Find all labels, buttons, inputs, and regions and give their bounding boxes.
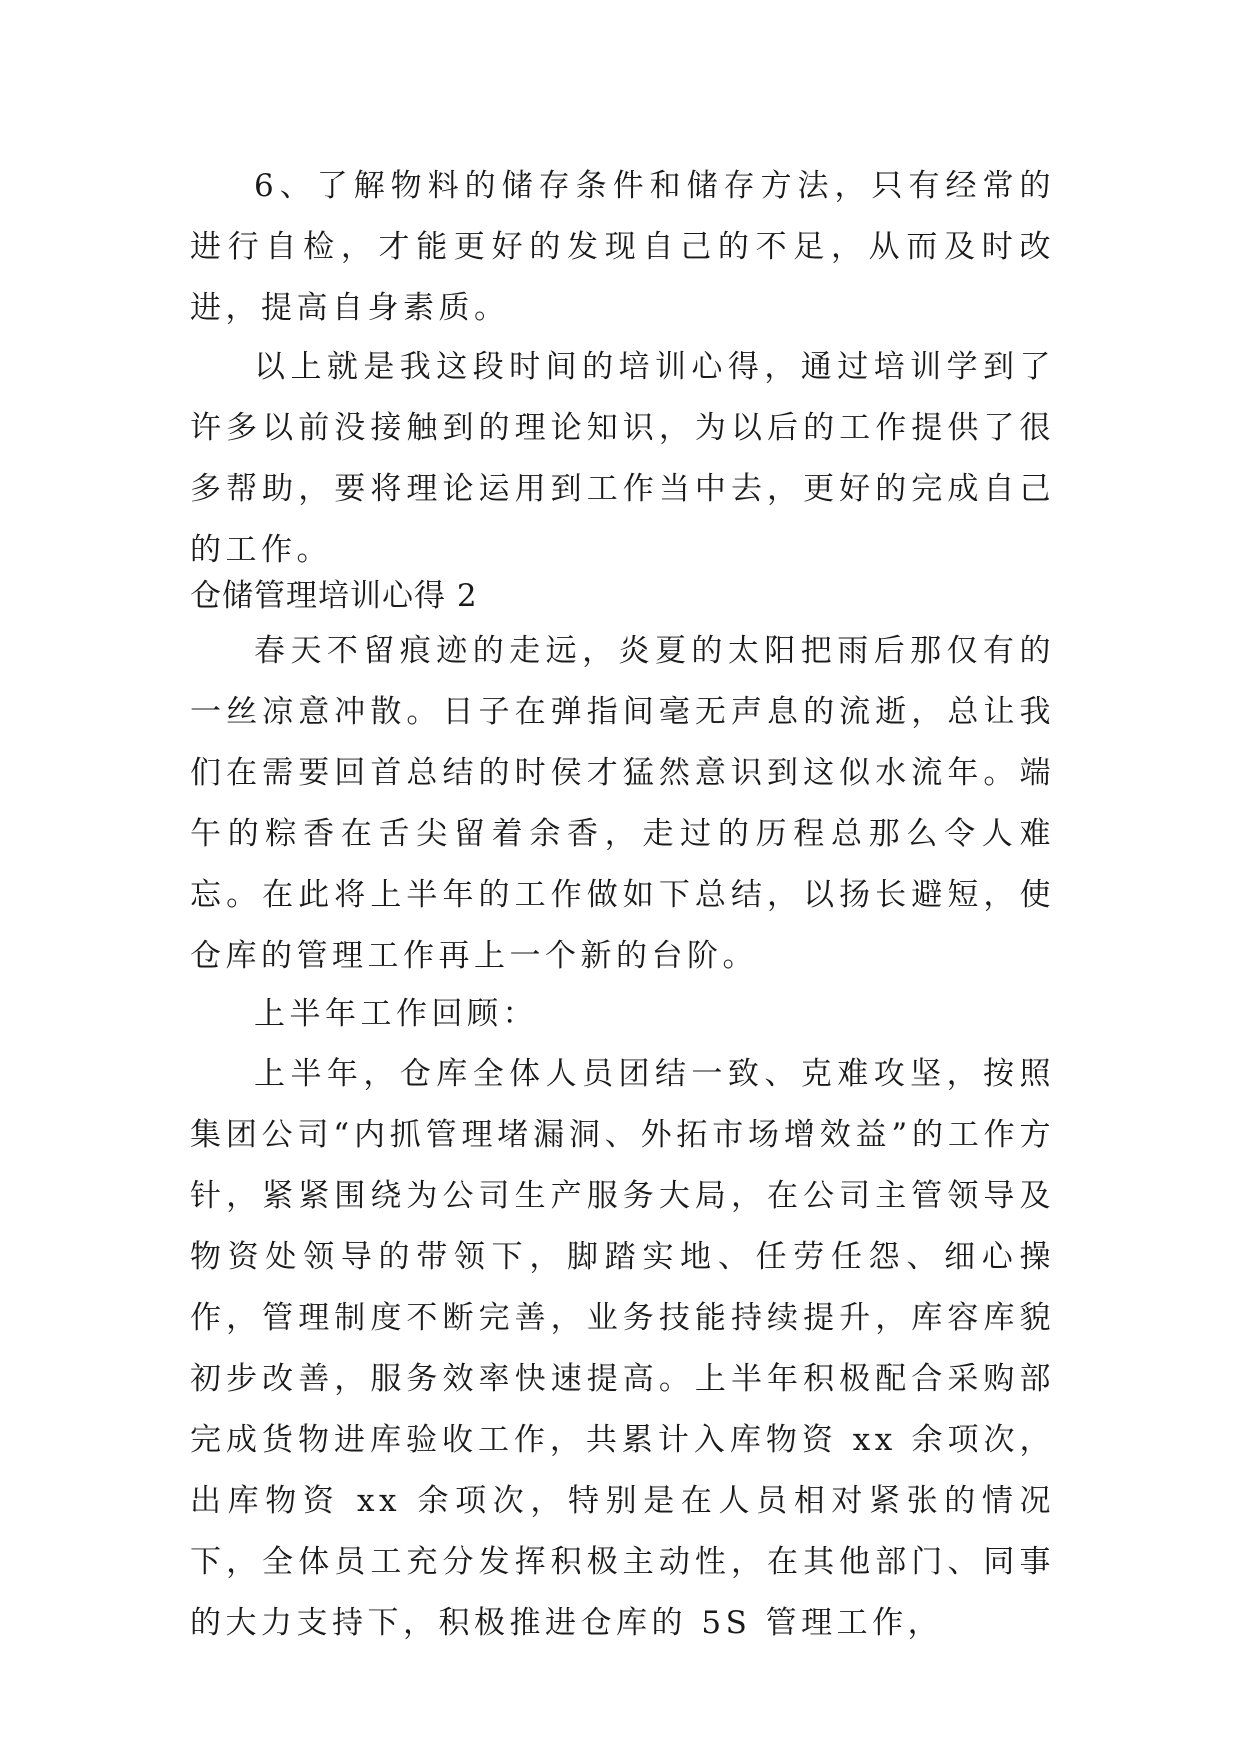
paragraph-training-summary: 以上就是我这段时间的培训心得，通过培训学到了许多以前没接触到的理论知识，为以后的工作提供了很多帮助，要将理论运用到工作当中去，更好的完成自己的工作。: [190, 349, 1055, 568]
paragraph-review-body: 上半年，仓库全体人员团结一致、克难攻坚，按照集团公司“内抓管理堵漏洞、外拓市场增效益”的工作方针，紧紧围绕为公司生产服务大局，在公司主管领导及物资处领导的带领下，脚踏实地、任劳任怨、细心操作，管理制度不断完善，业务技能持续提升，库容库貌初步改善，服务效率快速提高。上半年积极配合采购部完成货物进库验收工作，共累计入库物资 xx 余项次，出库物资 xx 余项次，特别是在人员相对紧张的情况下，全体员工充分发挥积极主动性，在其他部门、同事的大力支持下，积极推进仓库的 5S 管理工作，: [190, 1056, 1055, 1641]
paragraph-storage-conditions: 6、了解物料的储存条件和储存方法，只有经常的进行自检，才能更好的发现自己的不足，从而及时改进，提高自身素质。: [190, 168, 1055, 326]
section-title: 仓储管理培训心得 2: [190, 578, 478, 614]
paragraph-review-heading: 上半年工作回顾：: [254, 996, 538, 1032]
paragraph-intro: 春天不留痕迹的走远，炎夏的太阳把雨后那仅有的一丝凉意冲散。日子在弹指间毫无声息的流逝，总让我们在需要回首总结的时侯才猛然意识到这似水流年。端午的粽香在舌尖留着余香，走过的历程总那么令人难忘。在此将上半年的工作做如下总结，以扬长避短，使仓库的管理工作再上一个新的台阶。: [190, 633, 1055, 974]
